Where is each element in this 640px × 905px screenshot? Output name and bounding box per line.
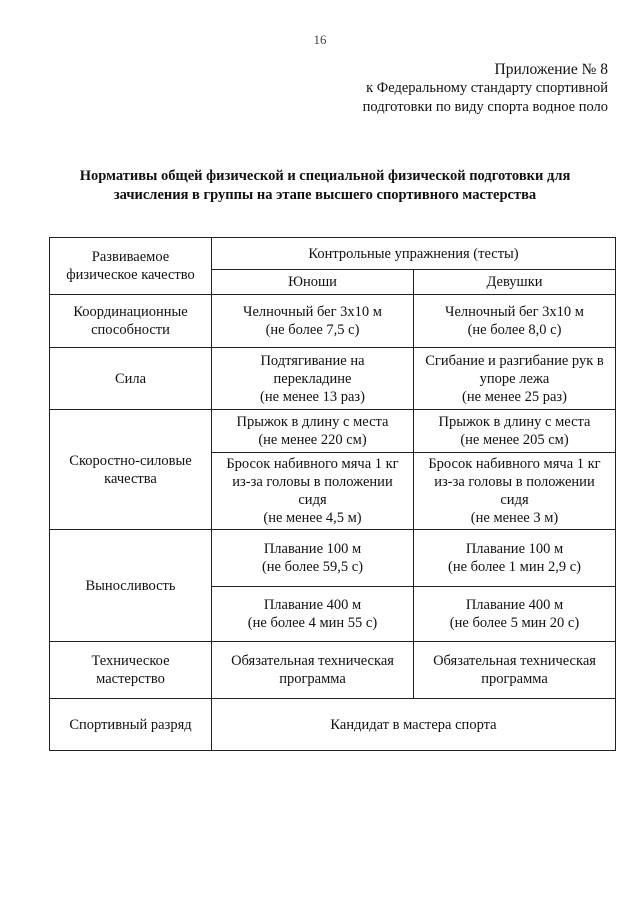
girls-cell xyxy=(414,530,616,587)
cell-line: (не менее 220 см) xyxy=(258,432,367,448)
girls-cell xyxy=(414,295,616,348)
quality-cell: Сила xyxy=(50,348,212,410)
cell-line: Скоростно-силовые xyxy=(69,452,192,469)
cell-line: Прыжок в длину с места xyxy=(438,414,591,430)
cell-line: (не более 5 мин 20 с) xyxy=(449,615,580,631)
table-row xyxy=(50,699,616,751)
quality-cell: Выносливость xyxy=(50,530,212,642)
cell-line: мастерство xyxy=(96,671,165,687)
cell-line: (не более 4 мин 55 с) xyxy=(247,615,378,631)
cell-line: из-за головы в положении xyxy=(434,474,595,490)
header-quality-line-2: физическое качество xyxy=(66,267,195,283)
cell-line: сидя xyxy=(298,492,327,508)
cell-line: (не более 7,5 с) xyxy=(265,322,360,338)
cell-line: Бросок набивного мяча 1 кг xyxy=(226,456,399,472)
table-row xyxy=(50,642,616,699)
cell-line: (не более 1 мин 2,9 с) xyxy=(447,559,582,575)
header-tests: Контрольные упражнения (тесты) xyxy=(212,238,616,270)
table-row xyxy=(50,348,616,410)
cell-line: перекладине xyxy=(273,370,352,387)
cell-line: из-за головы в положении xyxy=(232,474,393,490)
header-row xyxy=(50,238,616,270)
boys-cell xyxy=(212,642,414,699)
appendix-line-3: подготовки по виду спорта водное поло xyxy=(362,99,608,115)
boys-cell xyxy=(212,295,414,348)
table-row xyxy=(50,530,616,587)
quality-cell xyxy=(50,295,212,348)
cell-line: (не менее 25 раз) xyxy=(462,388,567,405)
cell-line: (не менее 4,5 м) xyxy=(263,510,362,526)
header-girls: Девушки xyxy=(414,270,616,295)
quality-cell xyxy=(50,410,212,530)
girls-cell xyxy=(414,348,616,410)
quality-cell: Спортивный разряд xyxy=(50,699,212,751)
cell-line: качества xyxy=(104,470,157,487)
cell-line: Челночный бег 3х10 м xyxy=(243,304,382,320)
cell-line: программа xyxy=(481,671,548,687)
cell-line: упоре лежа xyxy=(479,370,550,387)
standards-table xyxy=(49,237,616,751)
cell-line: сидя xyxy=(500,492,529,508)
girls-cell xyxy=(414,642,616,699)
cell-line: Бросок набивного мяча 1 кг xyxy=(428,456,601,472)
boys-cell xyxy=(212,530,414,587)
cell-line: Плавание 400 м xyxy=(263,597,362,613)
cell-line: Координационные xyxy=(73,304,188,320)
cell-line: Плавание 100 м xyxy=(263,541,362,557)
cell-line: Обязательная техническая xyxy=(231,653,394,669)
quality-cell xyxy=(50,642,212,699)
cell-line: (не менее 205 см) xyxy=(460,432,569,448)
header-quality-line-1: Развиваемое xyxy=(91,249,170,265)
header-quality xyxy=(50,238,212,295)
cell-line: Плавание 400 м xyxy=(465,597,564,613)
heading-line-1: Нормативы общей физической и специальной физической подготовки для xyxy=(79,168,571,184)
boys-cell xyxy=(212,348,414,410)
page-number: 16 xyxy=(313,32,327,47)
cell-line: (не более 8,0 с) xyxy=(467,322,562,338)
appendix-note xyxy=(363,60,608,117)
cell-line: Плавание 100 м xyxy=(465,541,564,557)
cell-line: способности xyxy=(91,322,170,338)
document-heading xyxy=(40,167,610,205)
cell-line: Челночный бег 3х10 м xyxy=(445,304,584,320)
cell-line: (не более 59,5 с) xyxy=(261,559,364,575)
cell-line: Обязательная техническая xyxy=(433,653,596,669)
girls-cell xyxy=(414,587,616,642)
heading-line-2: зачисления в группы на этапе высшего спортивного мастерства xyxy=(113,187,537,203)
cell-line: Сгибание и разгибание рук в xyxy=(425,352,604,369)
boys-cell xyxy=(212,453,414,530)
cell-line: программа xyxy=(279,671,346,687)
table-row xyxy=(50,410,616,453)
table-row xyxy=(50,295,616,348)
girls-cell xyxy=(414,453,616,530)
cell-line: Подтягивание на xyxy=(260,352,365,369)
cell-line: Прыжок в длину с места xyxy=(236,414,389,430)
rank-value: Кандидат в мастера спорта xyxy=(212,699,616,751)
header-boys: Юноши xyxy=(212,270,414,295)
boys-cell xyxy=(212,410,414,453)
appendix-line-1: Приложение № 8 xyxy=(494,61,608,78)
cell-line: Техническое xyxy=(91,653,170,669)
boys-cell xyxy=(212,587,414,642)
cell-line: (не менее 3 м) xyxy=(470,510,559,526)
cell-line: (не менее 13 раз) xyxy=(260,388,365,405)
girls-cell xyxy=(414,410,616,453)
appendix-line-2: к Федеральному стандарту спортивной xyxy=(366,80,608,96)
